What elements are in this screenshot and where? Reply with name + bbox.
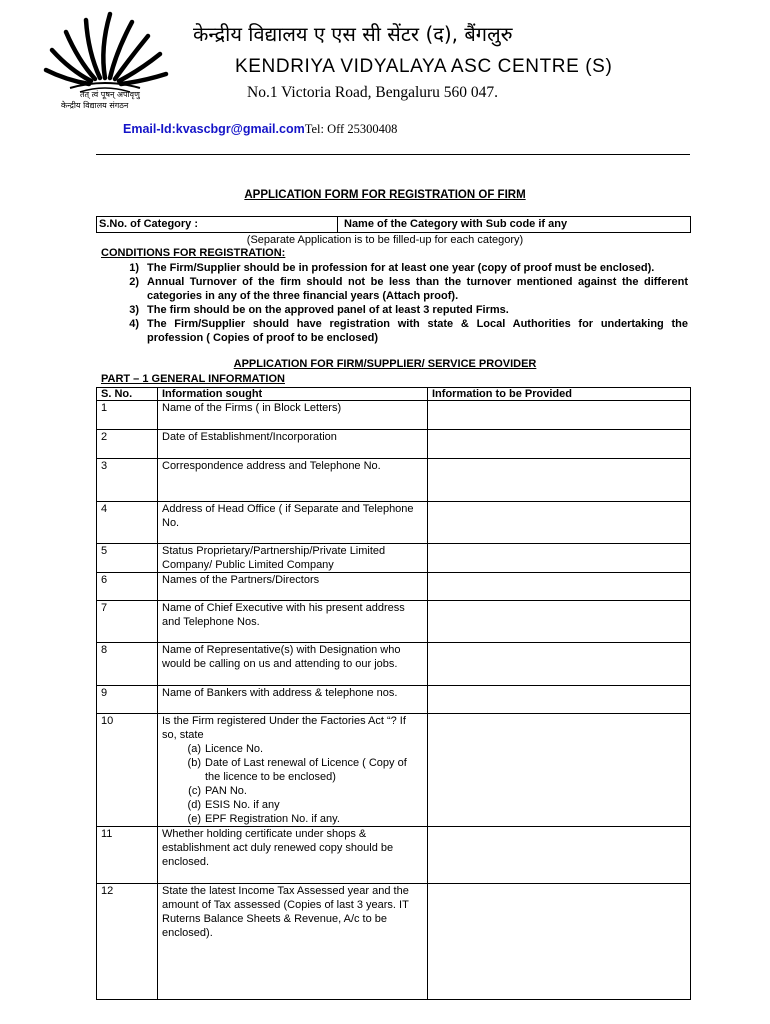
sub-item xyxy=(162,756,423,784)
sub-item-label: (a) xyxy=(187,743,201,755)
application-subheading: APPLICATION FOR FIRM/SUPPLIER/ SERVICE PROVIDER xyxy=(233,358,537,370)
row-answer-cell[interactable] xyxy=(428,643,691,686)
condition-text: The firm should be on the approved panel of at least 3 reputed Firms. xyxy=(147,304,509,316)
row-answer-cell[interactable] xyxy=(428,401,691,430)
school-title-hindi: केन्द्रीय विद्यालय ए एस सी सेंटर (द), बैंगलुरु xyxy=(193,22,513,46)
row-info-sought: Date of Establishment/Incorporation xyxy=(158,430,428,459)
row-info-sought: Whether holding certificate under shops & establishment act duly renewed copy should be enclosed. xyxy=(158,827,428,884)
row-info-sought: Name of Bankers with address & telephone nos. xyxy=(158,686,428,714)
category-row xyxy=(96,216,691,233)
row-sno: 11 xyxy=(97,827,158,884)
sub-item-label: (c) xyxy=(188,785,201,797)
row-info-sought: State the latest Income Tax Assessed year and the amount of Tax assessed (Copies of last 3 years. IT Ruterns Balance Sheets & Revenue, A/c to be enclosed). xyxy=(158,884,428,1000)
school-address: No.1 Victoria Road, Bengaluru 560 047. xyxy=(247,84,499,101)
condition-item xyxy=(100,303,688,317)
header-divider xyxy=(96,154,690,155)
row-info-sought: Status Proprietary/Partnership/Private Limited Company/ Public Limited Company xyxy=(158,544,428,573)
row-answer-cell[interactable] xyxy=(428,601,691,643)
row-info-text: Is the Firm registered Under the Factories Act “? If so, state xyxy=(162,715,406,741)
row-answer-cell[interactable] xyxy=(428,827,691,884)
row-sno: 4 xyxy=(97,502,158,544)
row-info-sought: Address of Head Office ( if Separate and Telephone No. xyxy=(158,502,428,544)
sub-item xyxy=(162,742,423,756)
row-answer-cell[interactable] xyxy=(428,502,691,544)
sub-item-text: PAN No. xyxy=(205,785,247,797)
table-row xyxy=(97,430,691,459)
sunburst-logo-icon xyxy=(40,8,170,93)
row-sno: 9 xyxy=(97,686,158,714)
conditions-list xyxy=(100,261,688,345)
row-answer-cell[interactable] xyxy=(428,459,691,502)
email-link[interactable]: Email-Id:kvascbgr@gmail.com xyxy=(123,122,305,136)
sub-item-label: (b) xyxy=(187,757,201,769)
row-sno: 7 xyxy=(97,601,158,643)
row-answer-cell[interactable] xyxy=(428,544,691,573)
separate-application-note: (Separate Application is to be filled-up for each category) xyxy=(246,234,524,246)
category-number-label: S.No. of Category : xyxy=(97,217,338,232)
table-row xyxy=(97,401,691,430)
condition-number: 1) xyxy=(129,262,139,274)
row-info-sought: Name of the Firms ( in Block Letters) xyxy=(158,401,428,430)
condition-number: 3) xyxy=(129,304,139,316)
row-info-sought: Name of Chief Executive with his present address and Telephone Nos. xyxy=(158,601,428,643)
general-information-table xyxy=(96,387,691,1000)
table-header-row xyxy=(97,388,691,401)
row-info-sought xyxy=(158,714,428,827)
header-sno: S. No. xyxy=(97,388,158,401)
table-row xyxy=(97,459,691,502)
row-sno: 10 xyxy=(97,714,158,827)
condition-text: Annual Turnover of the firm should not be less than the turnover mentioned against the different categories in any of the three financial years (Attach proof). xyxy=(147,276,688,302)
table-row xyxy=(97,643,691,686)
school-title-english: KENDRIYA VIDYALAYA ASC CENTRE (S) xyxy=(235,56,613,77)
row-sno: 3 xyxy=(97,459,158,502)
sub-item xyxy=(162,798,423,812)
logo-motto: तत् त्वं पूषन् अपावृणु xyxy=(80,90,140,99)
logo-org-name: केन्द्रीय विद्यालय संगठन xyxy=(61,101,129,110)
row-sno: 2 xyxy=(97,430,158,459)
row-sno: 6 xyxy=(97,573,158,601)
sub-item-text: EPF Registration No. if any. xyxy=(205,813,340,825)
row-info-sought: Name of Representative(s) with Designation who would be calling on us and attending to our jobs. xyxy=(158,643,428,686)
condition-item xyxy=(100,261,688,275)
table-row xyxy=(97,827,691,884)
condition-number: 4) xyxy=(129,318,139,330)
row-info-sought: Names of the Partners/Directors xyxy=(158,573,428,601)
table-row xyxy=(97,714,691,827)
condition-item xyxy=(100,317,688,345)
sub-item-label: (d) xyxy=(187,799,201,811)
category-name-label: Name of the Category with Sub code if any xyxy=(344,218,568,230)
table-row xyxy=(97,686,691,714)
sub-item-label: (e) xyxy=(187,813,201,825)
row-sno: 12 xyxy=(97,884,158,1000)
contact-line xyxy=(123,122,397,137)
condition-number: 2) xyxy=(129,276,139,288)
sub-item-text: ESIS No. if any xyxy=(205,799,280,811)
form-title: APPLICATION FORM FOR REGISTRATION OF FIRM xyxy=(244,189,526,201)
header-info-provided: Information to be Provided xyxy=(428,388,691,401)
part-heading: PART – 1 GENERAL INFORMATION xyxy=(101,373,285,385)
table-row xyxy=(97,544,691,573)
sub-item-text: Date of Last renewal of Licence ( Copy of the licence to be enclosed) xyxy=(205,757,407,783)
table-row xyxy=(97,502,691,544)
row-answer-cell[interactable] xyxy=(428,430,691,459)
row-answer-cell[interactable] xyxy=(428,686,691,714)
row-answer-cell[interactable] xyxy=(428,714,691,827)
sub-item xyxy=(162,812,423,826)
condition-item xyxy=(100,275,688,303)
conditions-heading: CONDITIONS FOR REGISTRATION: xyxy=(101,247,286,259)
condition-text: The Firm/Supplier should be in profession for at least one year (copy of proof must be enclosed). xyxy=(147,262,655,274)
row-sno: 8 xyxy=(97,643,158,686)
row-sno: 5 xyxy=(97,544,158,573)
row-sno: 1 xyxy=(97,401,158,430)
sub-item-text: Licence No. xyxy=(205,743,264,755)
row-info-sought: Correspondence address and Telephone No. xyxy=(158,459,428,502)
condition-text: The Firm/Supplier should have registration with state & Local Authorities for undertaking the profession ( Copies of proof to be enclosed) xyxy=(147,318,688,344)
header-info-sought: Information sought xyxy=(158,388,428,401)
sub-item xyxy=(162,784,423,798)
table-row xyxy=(97,601,691,643)
telephone: Tel: Off 25300408 xyxy=(304,122,398,136)
table-row xyxy=(97,573,691,601)
row-answer-cell[interactable] xyxy=(428,884,691,1000)
row-answer-cell[interactable] xyxy=(428,573,691,601)
sub-item-list xyxy=(162,742,423,826)
table-row xyxy=(97,884,691,1000)
